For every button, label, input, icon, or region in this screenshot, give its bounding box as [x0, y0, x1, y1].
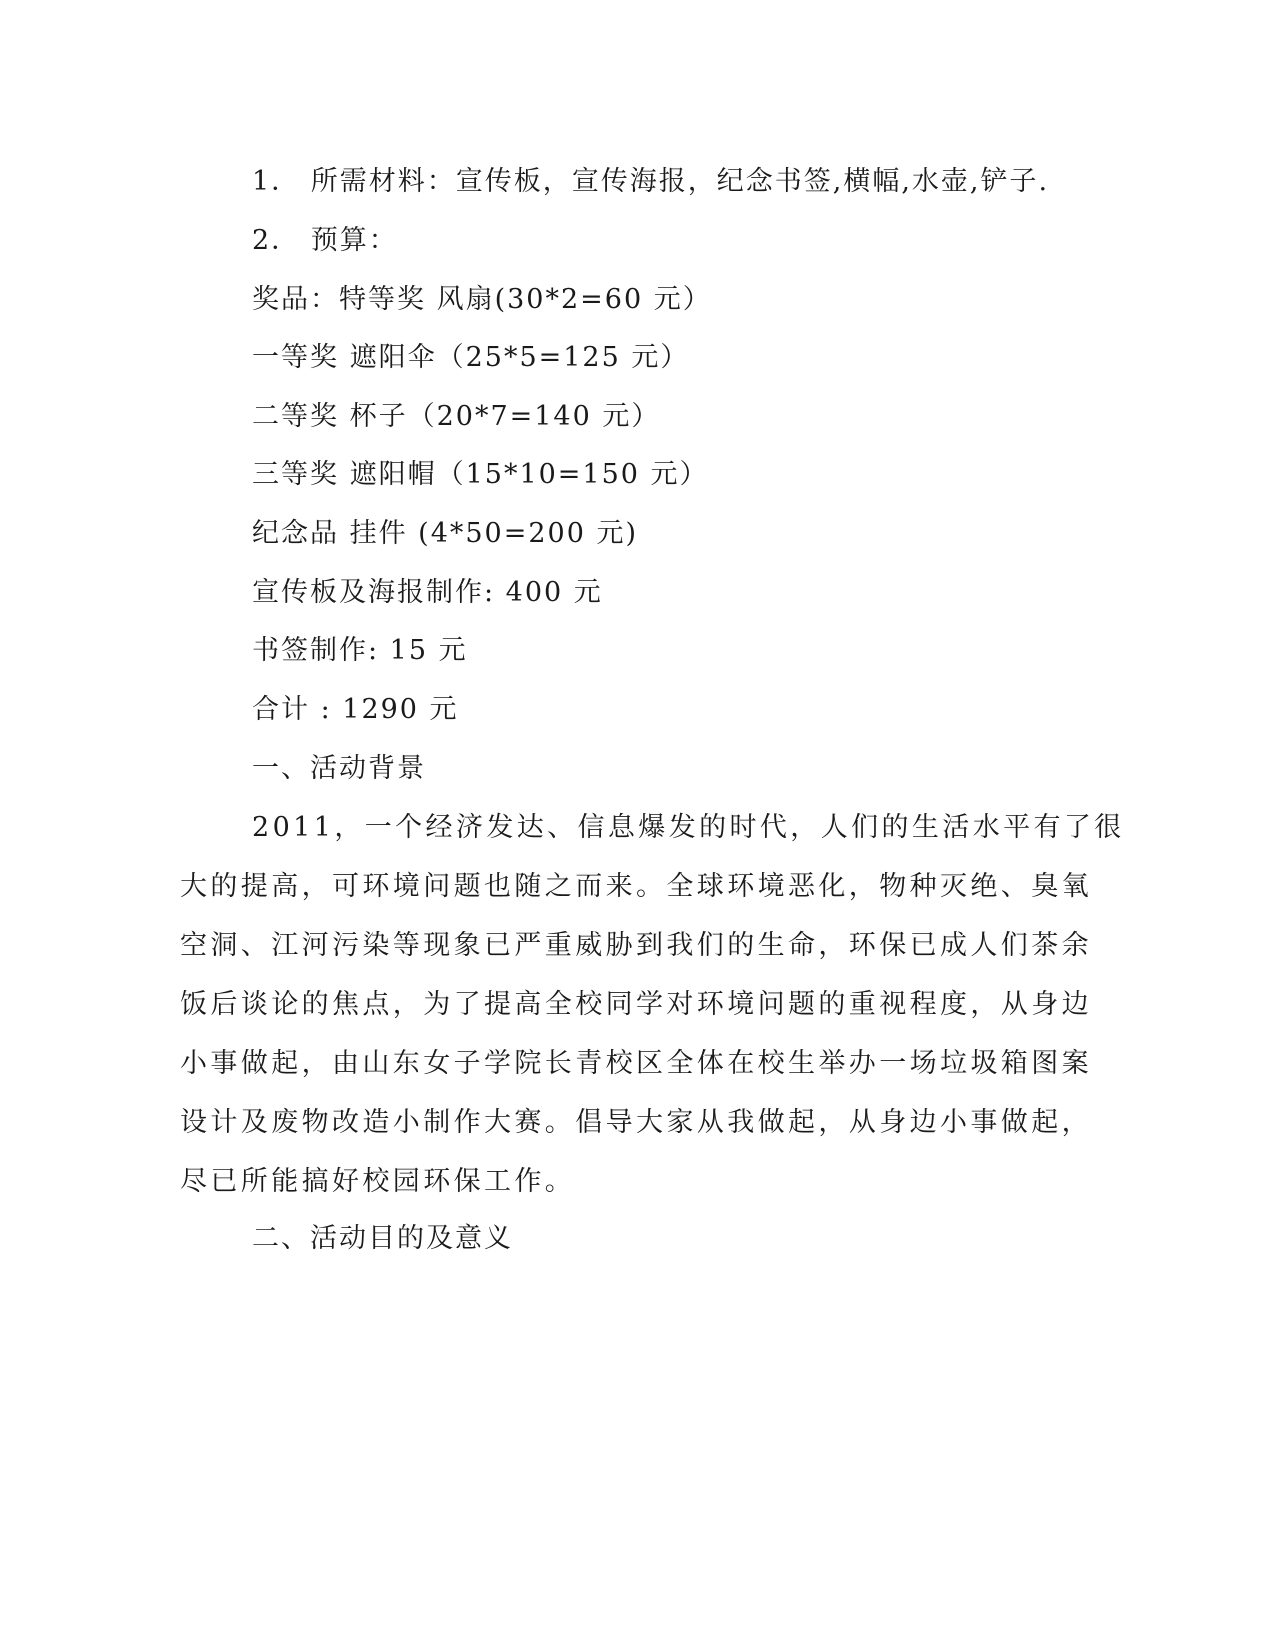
- materials-line: 1． 所需材料：宣传板，宣传海报，纪念书签,横幅,水壶,铲子.: [252, 166, 1050, 197]
- board-poster-cost-line: 宣传板及海报制作: 400 元: [252, 577, 603, 608]
- prize-third-line: 三等奖 遮阳帽（15*10=150 元）: [252, 459, 709, 490]
- paragraph-line: 2011，一个经济发达、信息爆发的时代，人们的生活水平有了很: [252, 812, 1125, 843]
- paragraph-line: 尽已所能搞好校园环保工作。: [180, 1166, 576, 1197]
- background-paragraph: [180, 798, 1125, 1211]
- section-one-heading: 一、活动背景: [252, 753, 426, 784]
- total-line: 合计 : 1290 元: [252, 694, 459, 725]
- paragraph-line: 设计及废物改造小制作大赛。倡导大家从我做起，从身边小事做起，: [180, 1107, 1092, 1138]
- paragraph-line: 小事做起，由山东女子学院长青校区全体在校生举办一场垃圾箱图案: [180, 1048, 1092, 1079]
- prize-special-line: 奖品：特等奖 风扇(30*2=60 元）: [252, 284, 712, 315]
- bookmark-cost-line: 书签制作: 15 元: [252, 635, 468, 666]
- paragraph-line: 大的提高，可环境问题也随之而来。全球环境恶化，物种灭绝、臭氧: [180, 871, 1092, 902]
- prize-first-line: 一等奖 遮阳伞（25*5=125 元）: [252, 342, 690, 373]
- paragraph-line: 饭后谈论的焦点，为了提高全校同学对环境问题的重视程度，从身边: [180, 989, 1092, 1020]
- souvenir-line: 纪念品 挂件 (4*50=200 元): [252, 518, 639, 549]
- paragraph-line: 空洞、江河污染等现象已严重威胁到我们的生命，环保已成人们茶余: [180, 930, 1092, 961]
- section-two-heading: 二、活动目的及意义: [252, 1223, 513, 1254]
- prize-second-line: 二等奖 杯子（20*7=140 元）: [252, 401, 661, 432]
- budget-heading: 2． 预算：: [252, 225, 398, 256]
